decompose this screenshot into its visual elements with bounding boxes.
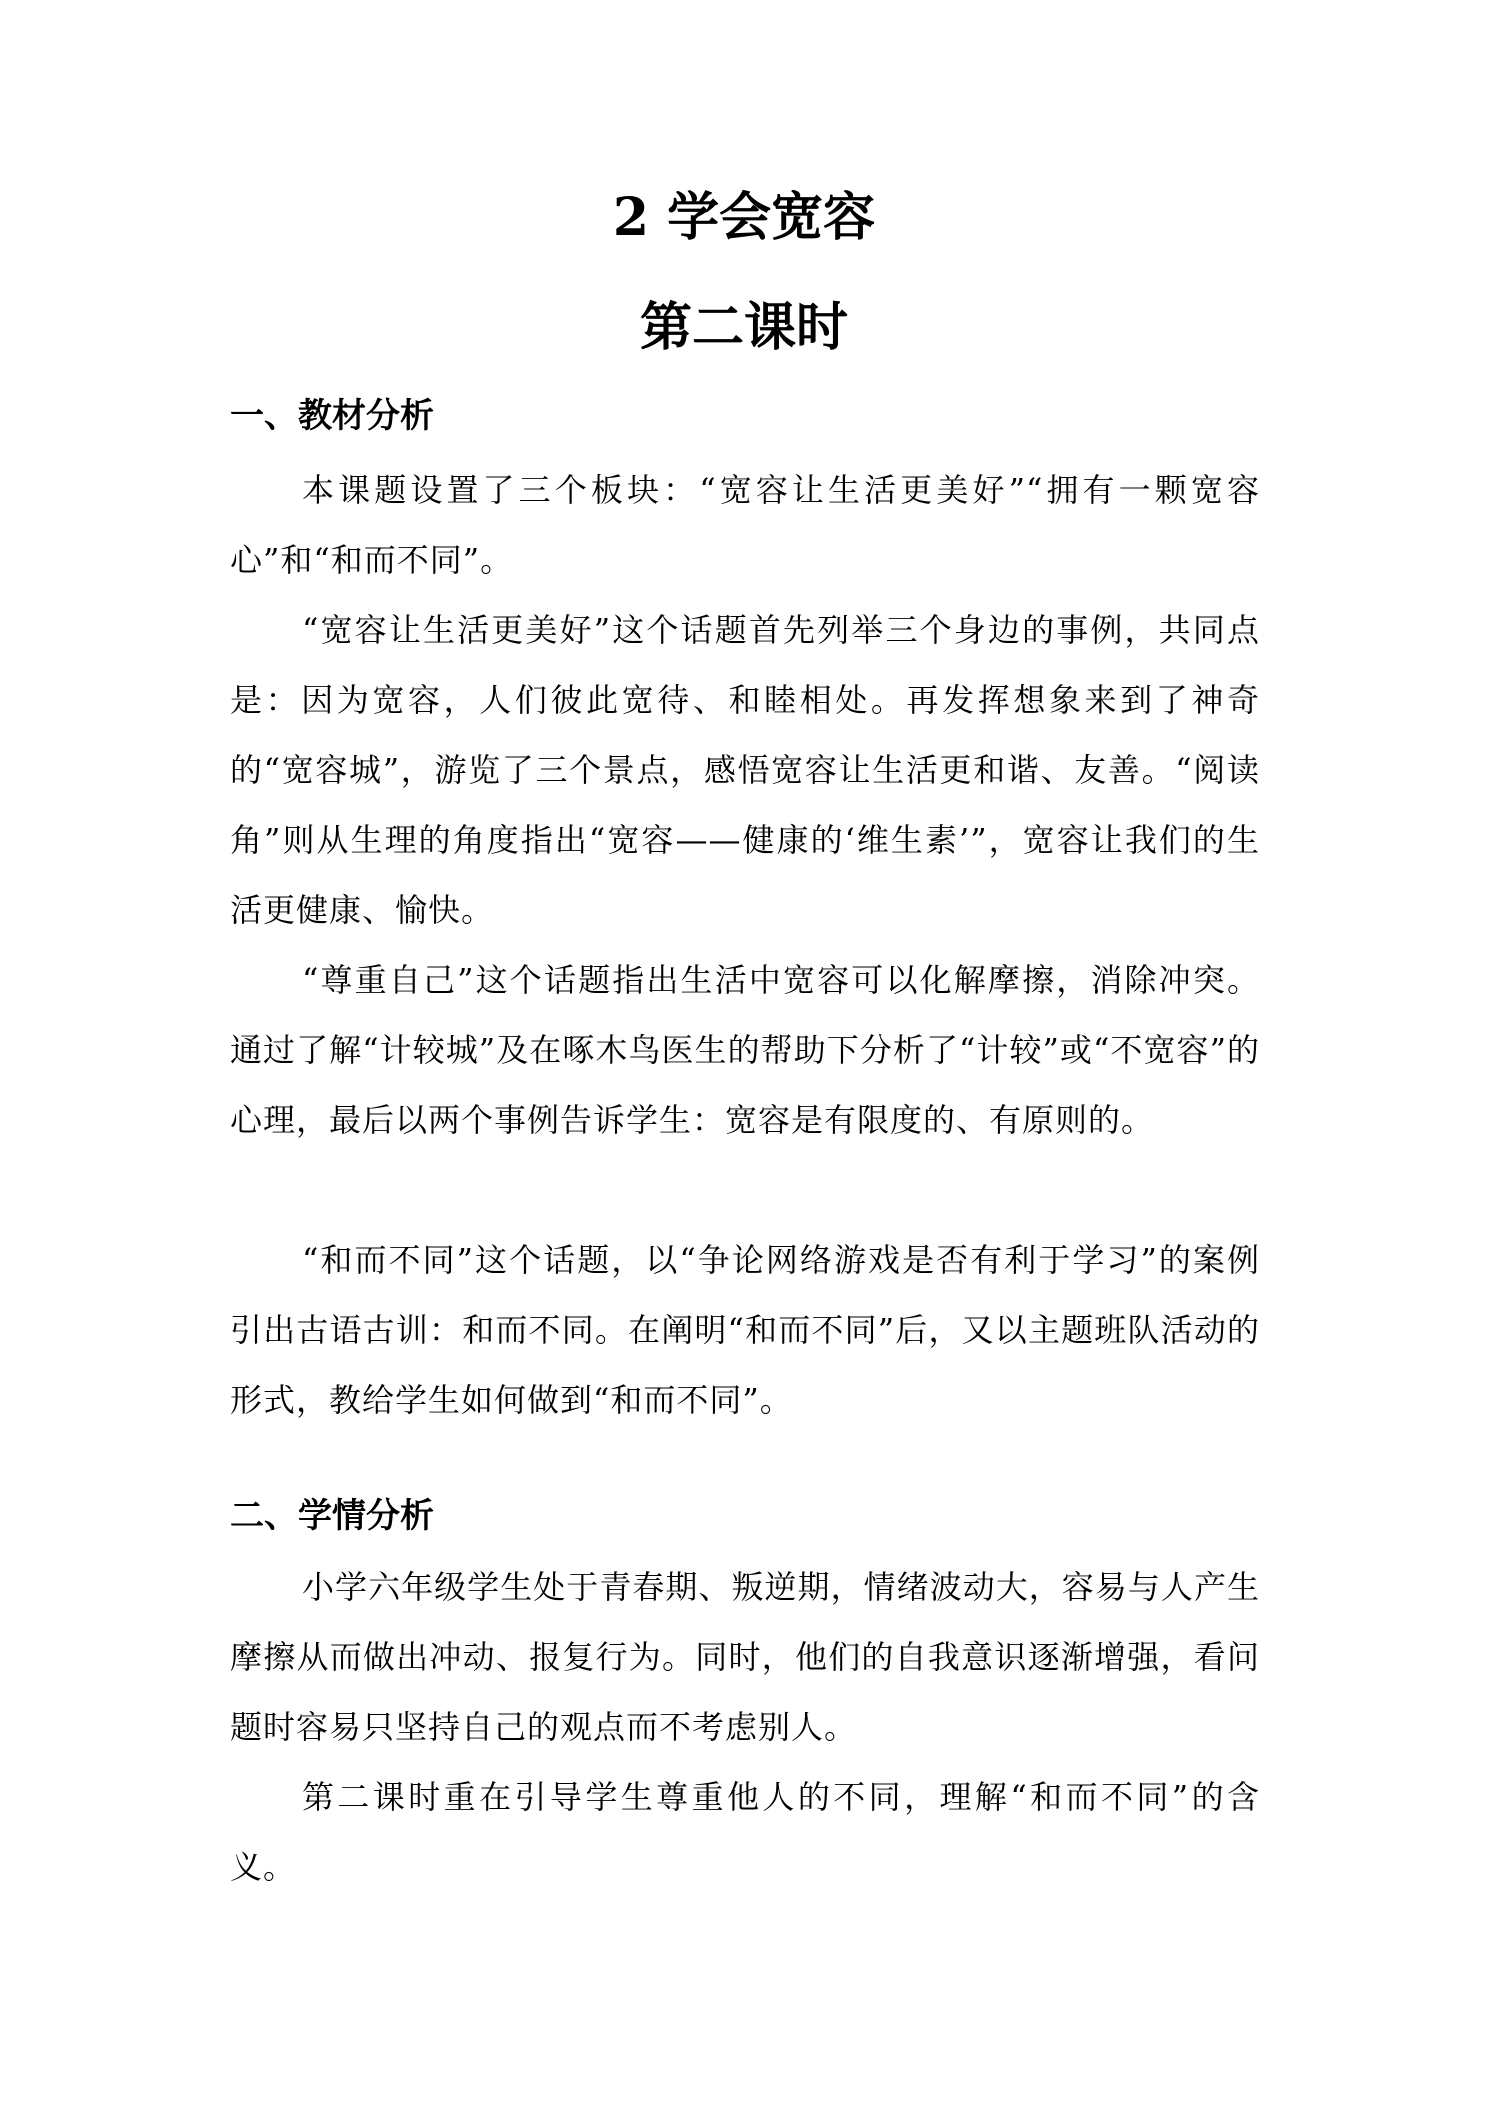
document-subtitle: 第二课时 xyxy=(639,297,848,358)
students-paragraph-1: 小学六年级学生处于青春期、叛逆期，情绪波动大，容易与人产生摩擦从而做出冲动、报复行为。同时，他们的自我意识逐渐增强，看问题时容易只坚持自己的观点而不考虑别人。 xyxy=(230,1568,1260,1746)
section-heading-students: 二、学情分析 xyxy=(230,1496,434,1536)
students-paragraph-2: 第二课时重在引导学生尊重他人的不同，理解“和而不同”的含义。 xyxy=(230,1778,1260,1886)
materials-paragraph-4: “和而不同”这个话题，以“争论网络游戏是否有利于学习”的案例引出古语古训：和而不同。在阐明“和而不同”后，又以主题班队活动的形式，教给学生如何做到“和而不同”。 xyxy=(230,1241,1260,1419)
materials-paragraph-1: 本课题设置了三个板块：“宽容让生活更美好”“拥有一颗宽容心”和“和而不同”。 xyxy=(230,471,1260,579)
document-title: 2 学会宽容 xyxy=(612,187,876,248)
section-heading-materials: 一、教材分析 xyxy=(230,396,434,436)
materials-paragraph-3: “尊重自己”这个话题指出生活中宽容可以化解摩擦，消除冲突。通过了解“计较城”及在啄木鸟医生的帮助下分析了“计较”或“不宽容”的心理，最后以两个事例告诉学生：宽容是有限度的、有原则的。 xyxy=(230,961,1260,1139)
materials-paragraph-2: “宽容让生活更美好”这个话题首先列举三个身边的事例，共同点是：因为宽容，人们彼此宽待、和睦相处。再发挥想象来到了神奇的“宽容城”，游览了三个景点，感悟宽容让生活更和谐、友善。“阅读角”则从生理的角度指出“宽容——健康的‘维生素’”，宽容让我们的生活更健康、愉快。 xyxy=(230,611,1260,929)
